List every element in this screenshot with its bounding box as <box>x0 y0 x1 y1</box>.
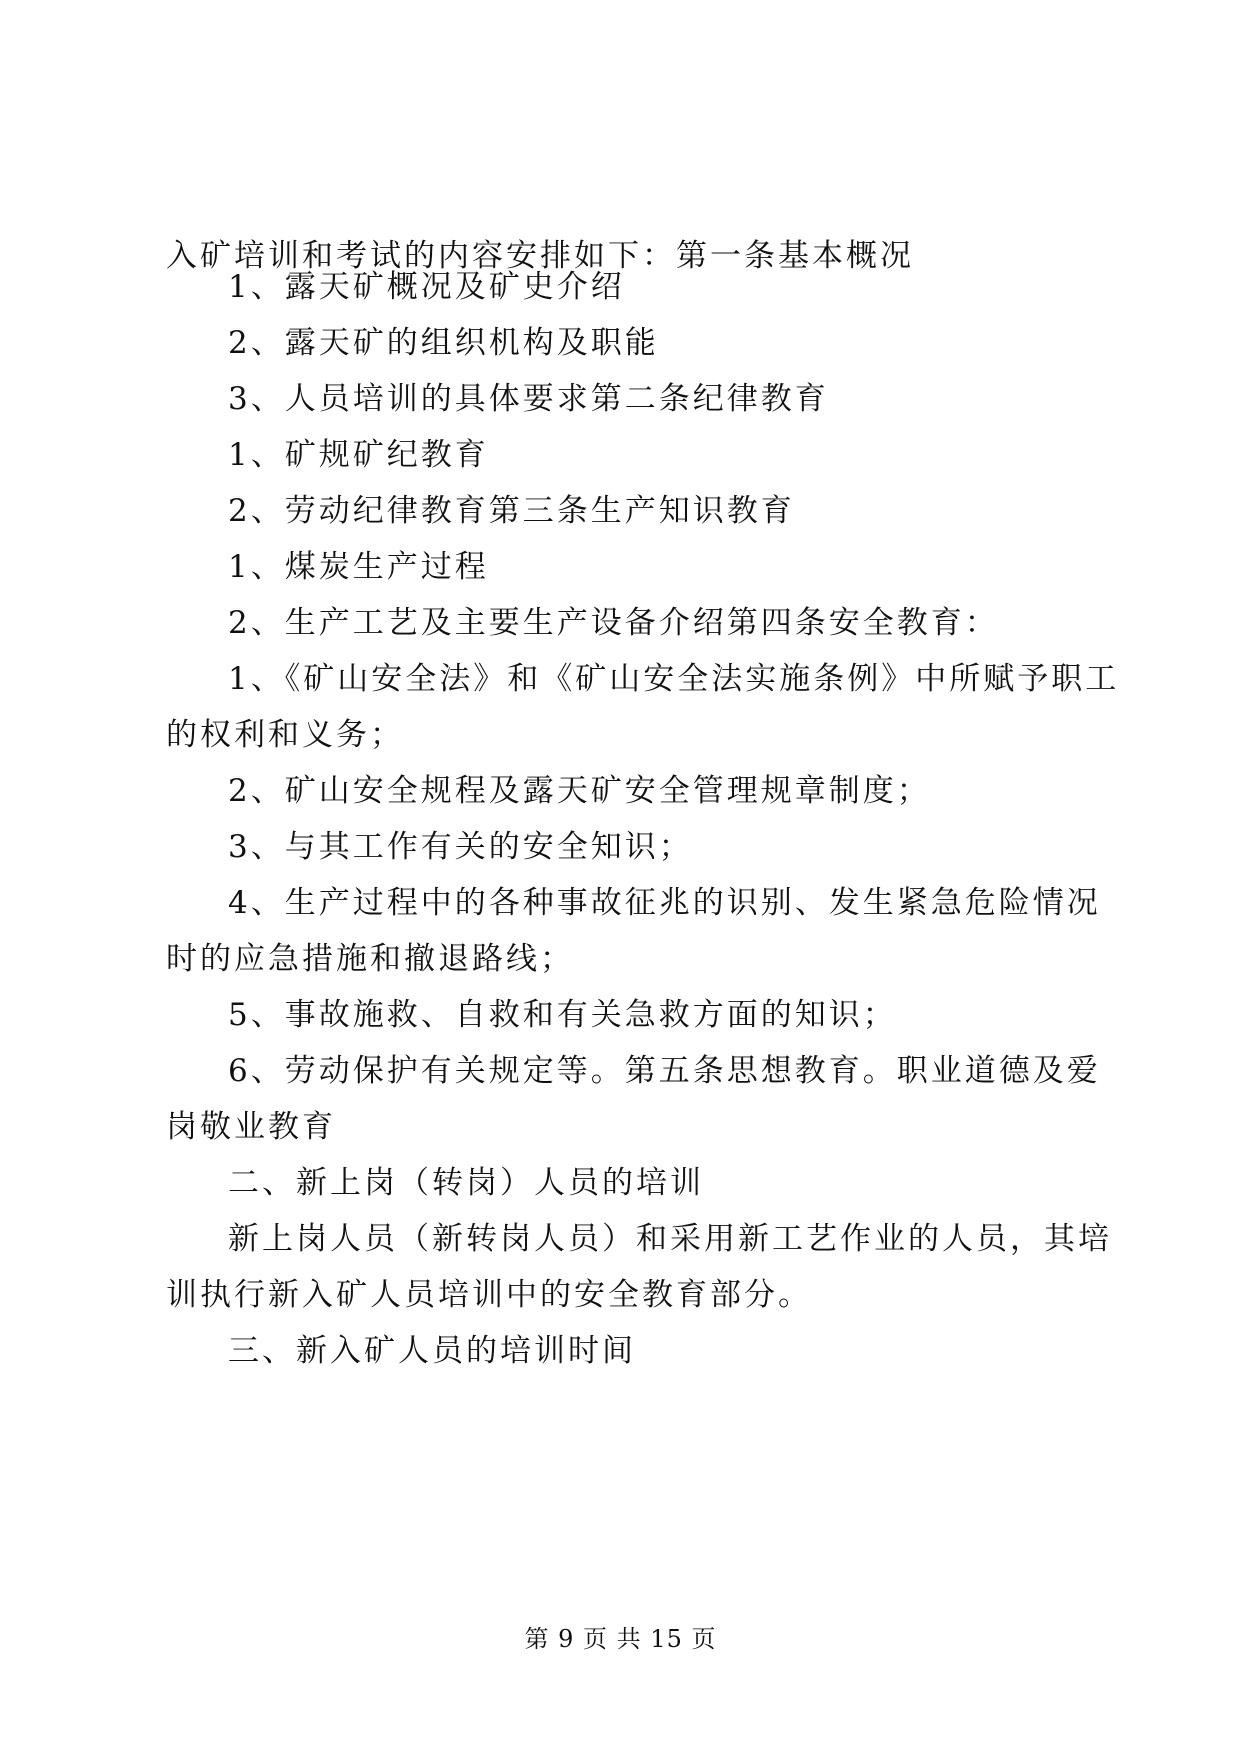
paragraph-line: 的权利和义务； <box>166 717 404 753</box>
paragraph-line: 新上岗人员（新转岗人员）和采用新工艺作业的人员，其培 <box>228 1221 1112 1257</box>
paragraph-line: 1、矿规矿纪教育 <box>228 437 489 473</box>
paragraph-line: 1、煤炭生产过程 <box>228 549 489 585</box>
paragraph-line: 2、劳动纪律教育第三条生产知识教育 <box>228 493 795 529</box>
paragraph-line: 3、与其工作有关的安全知识； <box>228 829 693 865</box>
page-footer: 第 9 页 共 15 页 <box>524 1625 717 1653</box>
paragraph-line: 1、《矿山安全法》和《矿山安全法实施条例》中所赋予职工 <box>228 661 1120 697</box>
paragraph-line: 2、露天矿的组织机构及职能 <box>228 325 659 361</box>
paragraph-line: 时的应急措施和撤退路线； <box>166 941 574 977</box>
paragraph-line: 岗敬业教育 <box>166 1109 336 1145</box>
paragraph-line: 3、人员培训的具体要求第二条纪律教育 <box>228 381 829 417</box>
paragraph-line: 2、矿山安全规程及露天矿安全管理规章制度； <box>228 773 931 809</box>
paragraph-line: 1、露天矿概况及矿史介绍 <box>228 269 625 305</box>
paragraph-line: 三、新入矿人员的培训时间 <box>228 1333 636 1369</box>
paragraph-line: 2、生产工艺及主要生产设备介绍第四条安全教育： <box>228 605 999 641</box>
paragraph-line: 6、劳动保护有关规定等。第五条思想教育。职业道德及爱 <box>228 1053 1101 1089</box>
paragraph-line: 训执行新入矿人员培训中的安全教育部分。 <box>166 1277 812 1313</box>
paragraph-line: 4、生产过程中的各种事故征兆的识别、发生紧急危险情况 <box>228 885 1101 921</box>
paragraph-line: 入矿培训和考试的内容安排如下：第一条基本概况 <box>166 238 914 274</box>
paragraph-line: 5、事故施救、自救和有关急救方面的知识； <box>228 997 897 1033</box>
paragraph-line: 二、新上岗（转岗）人员的培训 <box>228 1165 704 1201</box>
